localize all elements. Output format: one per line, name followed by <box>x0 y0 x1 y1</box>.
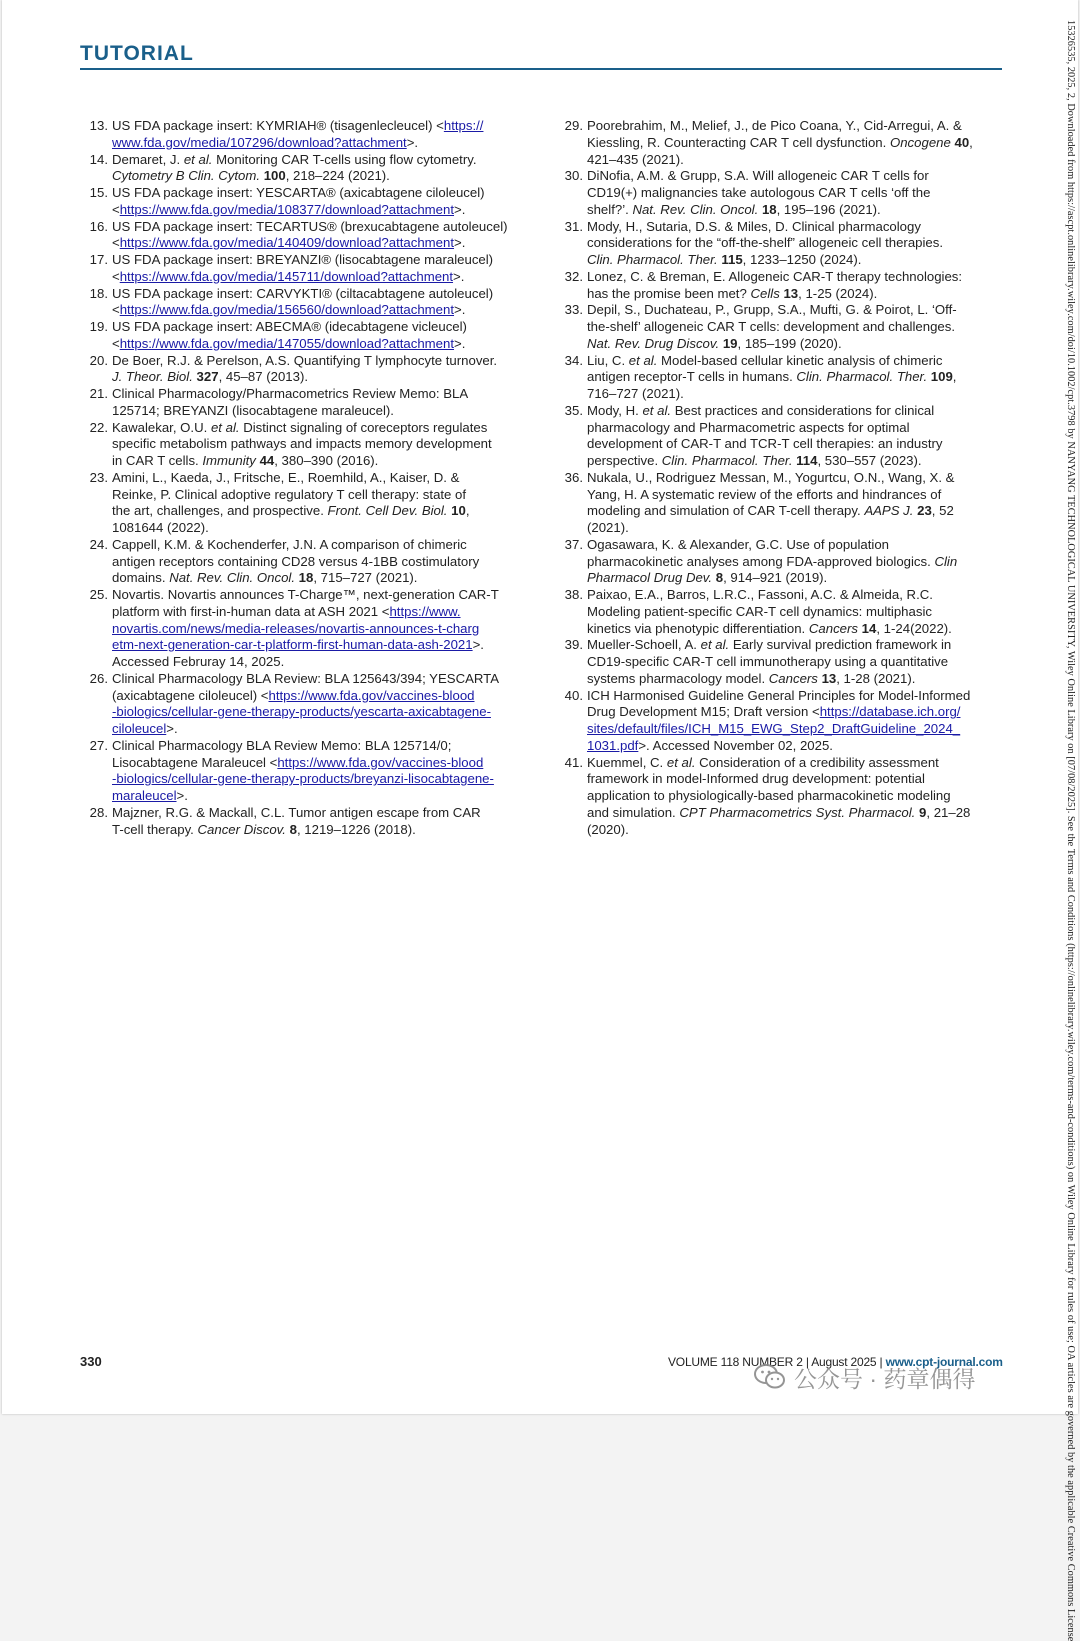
reference-volume: 13 <box>821 670 837 686</box>
reference-segment: DiNofia, A.M. & Grupp, S.A. Will allogeneic CAR T cells for CD19(+) malignancies take autologous CAR T cells ‘off the shelf?’. <box>587 168 931 217</box>
reference-segment: , 715–727 (2021). <box>313 570 418 586</box>
journal-url-link[interactable]: www.cpt-journal.com <box>885 1355 1003 1369</box>
reference-item <box>80 587 528 671</box>
reference-link[interactable]: https:// www.fda.gov/media/107296/download?attachment <box>112 118 484 150</box>
reference-volume: 14 <box>861 620 877 636</box>
reference-number: 16. <box>89 218 108 234</box>
reference-link[interactable]: https://www.fda.gov/media/108377/download?attachment <box>119 201 455 217</box>
reference-item <box>80 805 528 839</box>
reference-item <box>80 118 528 152</box>
reference-segment: , 914–921 (2019). <box>723 570 828 586</box>
reference-segment: , 195–196 (2021). <box>776 201 881 217</box>
reference-item <box>553 353 999 403</box>
reference-number: 20. <box>89 352 108 368</box>
reference-segment: Early survival prediction framework in CD19-specific CAR-T cell immunotherapy using a quantitative systems pharmacology model. <box>587 637 952 686</box>
reference-item <box>80 386 528 420</box>
reference-link[interactable]: https://database.ich.org/ sites/default/files/ICH_M15_EWG_Step2_DraftGuideline_2024_ 1031.pdf <box>587 704 961 753</box>
reference-segment: Clinical Pharmacology/Pharmacometrics Review Memo: BLA 125714; BREYANZI (lisocabtagene maraleucel). <box>112 386 469 418</box>
reference-italic-text: Cancers <box>808 620 858 636</box>
reference-number: 36. <box>564 469 583 485</box>
reference-item <box>80 319 528 353</box>
reference-segment: >. <box>166 721 178 736</box>
reference-italic-text: Oncogene <box>889 134 951 150</box>
reference-volume: 23 <box>917 503 932 519</box>
reference-segment: >. <box>406 134 419 150</box>
reference-italic-text: et al. <box>666 754 696 770</box>
reference-text <box>585 403 999 470</box>
reference-volume: 114 <box>796 453 818 468</box>
reference-number: 26. <box>89 670 108 686</box>
reference-item <box>553 269 999 303</box>
reference-volume: 327 <box>196 369 219 385</box>
reference-segment: >. Accessed Februray 14, 2025. <box>112 637 484 669</box>
reference-link[interactable]: https://www. novartis.com/news/media-releases/novartis-announces-t-charg etm-next-generation-car-t-platform-first-human-data-ash-2021 <box>112 603 480 653</box>
reference-segment: Distinct signaling of coreceptors regulates specific metabolism pathways and impacts memory development in CAR T cells. <box>112 419 492 468</box>
reference-volume: 115 <box>721 252 743 267</box>
reference-number: 27. <box>89 737 108 753</box>
reference-text <box>110 219 528 253</box>
reference-volume: 44 <box>259 453 275 468</box>
reference-segment: Poorebrahim, M., Melief, J., de Pico Coana, Y., Cid-Arregui, A. & Kiessling, R. Counteracting CAR T cell dysfunction. <box>587 118 962 150</box>
reference-italic-text: et al. <box>210 419 240 435</box>
reference-text <box>585 755 999 839</box>
reference-text <box>110 152 528 186</box>
references-left-column <box>80 118 528 838</box>
reference-link[interactable]: https://www.fda.gov/media/147055/download?attachment <box>119 335 455 351</box>
watermark-text: 公众号 · 药章偶得 <box>794 1365 976 1392</box>
reference-segment: Mody, H. <box>587 402 643 418</box>
reference-segment: Mody, H., Sutaria, D.S. & Miles, D. Clinical pharmacology considerations for the “off-the-shelf” allogeneic cell therapies. <box>587 218 944 251</box>
reference-text <box>585 537 999 587</box>
reference-item <box>80 470 528 537</box>
reference-segment: Consideration of a credibility assessment framework in model-Informed drug development: potential application to physiologically-based pharmacokinetic modeling and simulation. <box>587 754 951 820</box>
reference-italic-text: Cancers <box>768 670 818 686</box>
reference-italic-text: et al. <box>628 352 658 368</box>
reference-text <box>110 671 528 738</box>
reference-segment: , 1081644 (2022). <box>112 503 470 535</box>
reference-segment: De Boer, R.J. & Perelson, A.S. Quantifying T lymphocyte turnover. <box>112 352 498 368</box>
reference-number: 38. <box>564 587 583 602</box>
reference-italic-text: Cells <box>750 285 780 301</box>
reference-italic-text: et al. <box>183 151 213 167</box>
reference-italic-text: Front. Cell Dev. Biol. <box>327 503 448 519</box>
reference-italic-text: AAPS J. <box>864 503 914 519</box>
reference-segment: Best practices and considerations for clinical pharmacology and Pharmacometric aspects for optimal development of CAR-T and TCR-T cell therapies: an industry perspective. <box>587 402 943 468</box>
reference-volume: 18 <box>761 201 777 217</box>
reference-text <box>110 420 528 470</box>
reference-segment: Liu, C. <box>587 352 629 368</box>
reference-number: 35. <box>564 402 583 418</box>
reference-volume: 10 <box>451 503 466 519</box>
reference-text <box>585 688 999 755</box>
reference-item <box>553 587 999 637</box>
journal-page <box>2 0 1078 1414</box>
reference-item <box>553 537 999 587</box>
reference-segment: Mueller-Schoell, A. <box>587 637 701 653</box>
reference-volume: 13 <box>783 285 799 301</box>
reference-item <box>553 755 999 839</box>
reference-segment: Lonez, C. & Breman, E. Allogeneic CAR-T therapy technologies: has the promise been met? <box>587 268 963 301</box>
wechat-watermark <box>754 1360 975 1394</box>
reference-segment: US FDA package insert: YESCARTA® (axicabtagene ciloleucel) < <box>112 185 485 217</box>
reference-text <box>110 738 528 805</box>
reference-item <box>553 168 999 218</box>
reference-italic-text: Nat. Rev. Drug Discov. <box>587 335 720 351</box>
reference-number: 23. <box>89 469 108 485</box>
reference-item <box>553 470 999 537</box>
reference-italic-text: Clin. Pharmacol. Ther. <box>587 252 718 267</box>
reference-text <box>110 319 528 353</box>
reference-segment: Monitoring CAR T-cells using flow cytometry. <box>216 151 477 167</box>
reference-item <box>80 219 528 253</box>
reference-text <box>585 118 999 168</box>
reference-segment: Nukala, U., Rodriguez Messan, M., Yogurtcu, O.N., Wang, X. & Yang, H. A systematic review of the efforts and hindrances of modeling and simulation of CAR T-cell therapy. <box>587 469 955 519</box>
reference-segment: , 45–87 (2013). <box>218 369 309 385</box>
reference-number: 28. <box>89 804 108 820</box>
reference-item <box>80 185 528 219</box>
reference-number: 31. <box>564 218 583 234</box>
reference-italic-text: Cytometry B Clin. Cytom. <box>112 168 261 184</box>
reference-item <box>80 252 528 286</box>
reference-segment: >. <box>454 335 466 351</box>
reference-text <box>110 386 528 420</box>
reference-italic-text: Clin. Pharmacol. Ther. <box>661 453 793 468</box>
reference-italic-text: Clin Pharmacol Drug Dev. <box>587 553 958 586</box>
reference-link[interactable]: https://www.fda.gov/vaccines-blood -biologics/cellular-gene-therapy-products/breyanzi-lisocabtagene- maraleucel <box>112 754 494 803</box>
reference-number: 19. <box>89 319 108 334</box>
reference-item <box>553 403 999 470</box>
reference-link[interactable]: https://www.fda.gov/media/140409/download?attachment <box>119 235 455 251</box>
reference-segment: Model-based cellular kinetic analysis of chimeric antigen receptor-T cells in humans. <box>587 352 943 385</box>
reference-text <box>110 805 528 839</box>
reference-segment: , 52 (2021). <box>587 503 954 535</box>
reference-text <box>585 168 999 218</box>
reference-number: 17. <box>89 252 108 267</box>
reference-segment: ICH Harmonised Guideline General Principles for Model-Informed Drug Development M15; Draft version < <box>587 687 971 720</box>
reference-number: 21. <box>89 386 108 401</box>
reference-item <box>80 537 528 587</box>
reference-text <box>110 286 528 320</box>
reference-item <box>553 637 999 687</box>
reference-volume: 9 <box>919 804 927 820</box>
page-number: 330 <box>80 1354 102 1369</box>
reference-volume: 109 <box>930 369 953 385</box>
reference-segment: , 218–224 (2021). <box>285 168 390 184</box>
reference-text <box>110 252 528 286</box>
reference-segment: >. Accessed November 02, 2025. <box>638 737 833 753</box>
reference-text <box>585 637 999 687</box>
reference-number: 24. <box>89 536 108 552</box>
reference-link[interactable]: https://www.fda.gov/media/145711/download?attachment <box>119 268 454 284</box>
reference-text <box>110 470 528 537</box>
reference-italic-text: Nat. Rev. Clin. Oncol. <box>169 570 295 586</box>
download-notice-sidebar: 15326535, 2025, 2, Downloaded from https://ascpt.onlinelibrary.wiley.com/doi/10.1002/cpt.3798 by NANYANG TECHNOLOGICAL UNIVERSITY, Wiley Online Library on [07/08/2025]. See the Terms and Conditions (https://onlinelibrary.wiley.com/terms-and-conditions) on Wiley Online Library for rules of use; OA articles are governed by the applicable Creative Commons License <box>1065 20 1076 1641</box>
reference-italic-text: CPT Pharmacometrics Syst. Pharmacol. <box>679 804 916 820</box>
reference-number: 13. <box>89 118 108 133</box>
header-rule <box>80 68 1002 70</box>
reference-number: 30. <box>564 168 583 184</box>
reference-number: 22. <box>89 419 108 435</box>
reference-item <box>553 219 999 269</box>
reference-segment: , 530–557 (2023). <box>817 453 922 468</box>
reference-link[interactable]: https://www.fda.gov/vaccines-blood -biologics/cellular-gene-therapy-products/yescarta-axicabtagene- ciloleucel <box>112 687 491 736</box>
reference-segment: , 1219–1226 (2018). <box>296 821 416 837</box>
reference-number: 25. <box>89 587 108 602</box>
reference-item <box>80 671 528 738</box>
reference-volume: 19 <box>722 335 738 351</box>
reference-text <box>110 185 528 219</box>
reference-segment: Kawalekar, O.U. <box>112 419 211 435</box>
reference-segment: Novartis. Novartis announces T-Charge™, next-generation CAR-T platform with first-in-human data at ASH 2021 < <box>112 587 499 619</box>
reference-segment: >. <box>176 788 188 803</box>
reference-item <box>553 118 999 168</box>
reference-number: 15. <box>89 185 108 200</box>
reference-segment: Kuemmel, C. <box>587 754 667 770</box>
reference-number: 33. <box>564 302 583 318</box>
reference-number: 40. <box>564 687 583 703</box>
reference-segment: Paixao, E.A., Barros, L.R.C., Fassoni, A.C. & Almeida, R.C. Modeling patient-specific CAR-T cell dynamics: multiphasic kinetics via phenotypic differentiation. <box>587 587 933 636</box>
reference-italic-text: J. Theor. Biol. <box>112 369 193 385</box>
reference-link[interactable]: https://www.fda.gov/media/156560/download?attachment <box>119 302 455 318</box>
reference-italic-text: Immunity <box>202 453 256 468</box>
reference-number: 41. <box>564 754 583 770</box>
reference-segment: , 380–390 (2016). <box>274 453 379 468</box>
reference-segment: , 1-25 (2024). <box>798 285 878 301</box>
reference-segment: Ogasawara, K. & Alexander, G.C. Use of population pharmacokinetic analyses among FDA-approved biologics. <box>587 536 931 569</box>
reference-segment: US FDA package insert: BREYANZI® (lisocabtagene maraleucel) < <box>112 252 494 284</box>
reference-italic-text: et al. <box>642 402 672 418</box>
reference-text <box>585 302 999 352</box>
reference-segment: , 1-28 (2021). <box>836 670 916 686</box>
reference-segment: Clinical Pharmacology BLA Review Memo: BLA 125714/0; Lisocabtagene Maraleucel < <box>112 737 452 770</box>
reference-number: 39. <box>564 637 583 653</box>
reference-segment: , 185–199 (2020). <box>737 335 842 351</box>
reference-number: 29. <box>564 118 583 133</box>
reference-segment: , 1233–1250 (2024). <box>742 252 862 267</box>
reference-segment: US FDA package insert: ABECMA® (idecabtagene vicleucel) < <box>112 319 467 351</box>
reference-number: 18. <box>89 285 108 301</box>
reference-volume: 18 <box>298 570 314 586</box>
reference-segment: , 716–727 (2021). <box>587 369 957 401</box>
reference-segment: US FDA package insert: TECARTUS® (brexucabtagene autoleucel) < <box>112 218 508 251</box>
reference-text <box>110 118 528 152</box>
reference-segment: , 1-24(2022). <box>876 620 952 636</box>
reference-italic-text: Cancer Discov. <box>197 821 286 837</box>
reference-item <box>80 738 528 805</box>
reference-segment: Demaret, J. <box>112 151 184 167</box>
reference-volume: 100 <box>263 168 286 184</box>
reference-text <box>110 537 528 587</box>
reference-segment: Clinical Pharmacology BLA Review: BLA 125643/394; YESCARTA (axicabtagene ciloleucel) < <box>112 670 500 703</box>
reference-segment: >. <box>454 302 466 318</box>
reference-number: 37. <box>564 536 583 552</box>
reference-volume: 40 <box>954 134 970 150</box>
reference-item <box>80 152 528 186</box>
reference-segment: US FDA package insert: CARVYKTI® (ciltacabtagene autoleucel) < <box>112 285 494 318</box>
reference-italic-text: Nat. Rev. Clin. Oncol. <box>632 201 759 217</box>
reference-number: 34. <box>564 352 583 368</box>
reference-segment: Majzner, R.G. & Mackall, C.L. Tumor antigen escape from CAR T-cell therapy. <box>112 804 481 837</box>
wechat-icon <box>754 1363 786 1391</box>
reference-volume: 8 <box>289 821 297 837</box>
reference-segment: US FDA package insert: KYMRIAH® (tisagenlecleucel) < <box>112 118 444 133</box>
reference-segment: Amini, L., Kaeda, J., Fritsche, E., Roemhild, A., Kaiser, D. & Reinke, P. Clinical adoptive regulatory T cell therapy: state of the art, challenges, and prospective. <box>112 469 467 519</box>
reference-number: 14. <box>89 151 108 167</box>
reference-segment: >. <box>453 268 465 284</box>
reference-italic-text: et al. <box>700 637 730 653</box>
reference-item <box>80 420 528 470</box>
reference-text <box>110 353 528 387</box>
reference-text <box>110 587 528 671</box>
reference-item <box>80 286 528 320</box>
reference-text <box>585 269 999 303</box>
reference-segment: Cappell, K.M. & Kochenderfer, J.N. A comparison of chimeric antigen receptors containing CD28 versus 4-1BB costimulatory domains. <box>112 536 480 586</box>
references-right-column <box>553 118 999 838</box>
reference-segment: , 421–435 (2021). <box>587 134 973 167</box>
reference-segment: >. <box>454 235 466 251</box>
reference-text <box>585 353 999 403</box>
reference-text <box>585 219 999 269</box>
reference-volume: 8 <box>715 570 724 586</box>
reference-number: 32. <box>564 268 583 284</box>
reference-italic-text: Clin. Pharmacol. Ther. <box>796 369 928 385</box>
reference-segment: Depil, S., Duchateau, P., Grupp, S.A., Mufti, G. & Poirot, L. ‘Off- the-shelf’ allogeneic CAR T cells: development and challenges. <box>587 302 957 334</box>
reference-text <box>585 587 999 637</box>
issue-text: VOLUME 118 NUMBER 2 | August 2025 | <box>668 1355 886 1369</box>
reference-item <box>80 353 528 387</box>
reference-item <box>553 302 999 352</box>
reference-text <box>585 470 999 537</box>
section-label: TUTORIAL <box>80 42 194 65</box>
reference-item <box>553 688 999 755</box>
reference-segment: >. <box>454 201 466 217</box>
reference-segment: , 21–28 (2020). <box>587 804 971 837</box>
